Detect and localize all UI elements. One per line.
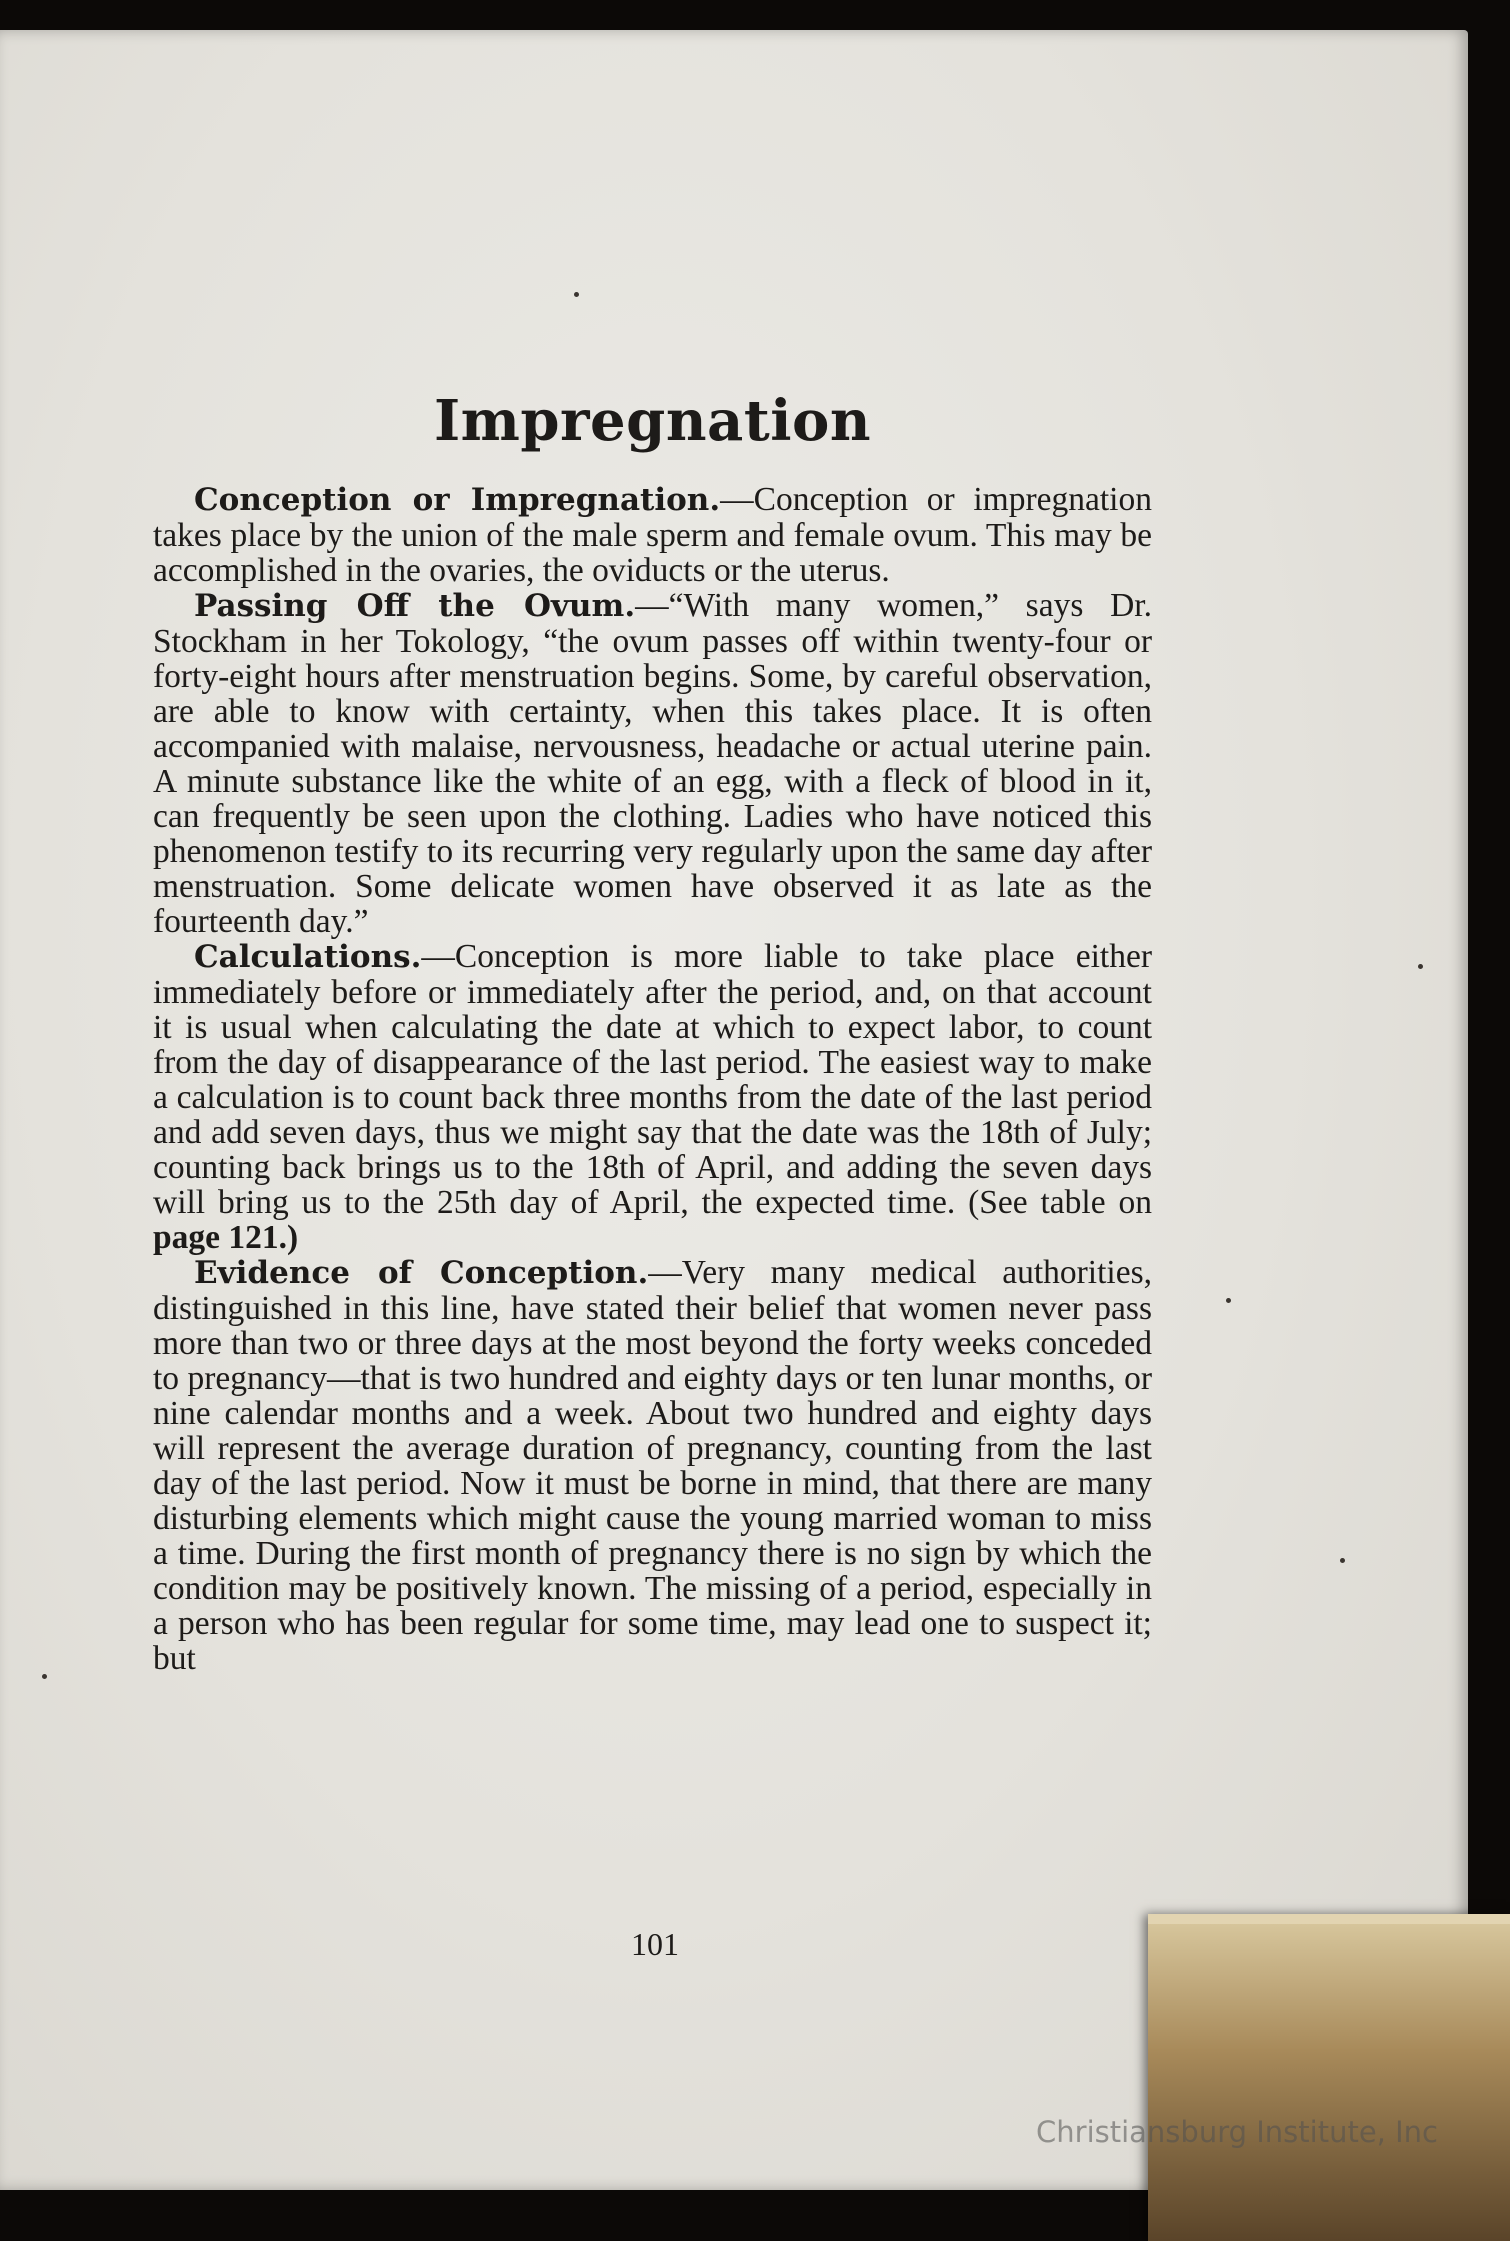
section-heading: Evidence of Conception. [194, 1255, 649, 1291]
section-heading: Calculations. [194, 939, 422, 975]
paper-speck [42, 1674, 47, 1679]
paragraph-conception [153, 482, 1152, 588]
paragraph-evidence [153, 1255, 1152, 1676]
paper-speck [1340, 1558, 1345, 1563]
page-text [153, 390, 1152, 1676]
section-heading: Conception or Impregnation. [194, 482, 721, 518]
section-body: —Conception or impregnation takes place by the union of the male sperm and female ovum. This may be accomplished in the ovaries, the oviducts or the uterus. [153, 481, 1152, 589]
watermark: Christiansburg Institute, Inc [1036, 2115, 1438, 2149]
section-body: —Conception is more liable to take place either immediately before or immediately after the period, and, on that account it is usual when calculating the date at which to expect labor, to count from the day of disappearance of the last period. The easiest way to make a calculation is to count back three months from the date of the last period and add seven days, thus we might say that the date was the 18th of July; counting back brings us to the 18th of April, and adding the seven days will bring us to the 25th day of April, the expected time. (See table on [153, 938, 1152, 1221]
paper-speck [1226, 1298, 1231, 1303]
page-reference: page 121.) [153, 1219, 299, 1256]
book-edge-prop [1148, 1914, 1510, 2241]
paragraph-passing-off-ovum [153, 588, 1152, 939]
page-number: 101 [631, 1926, 679, 1962]
section-heading: Passing Off the Ovum. [194, 588, 636, 624]
paragraph-calculations [153, 939, 1152, 1255]
paper-speck [574, 292, 579, 297]
paper-speck [1418, 964, 1423, 969]
section-body: —Very many medical authorities, distinguished in this line, have stated their belief that women never pass more than two or three days at the most beyond the forty weeks conceded to pregnancy—that is two hundred and eighty days or ten lunar months, or nine calendar months and a week. About two hundred and eighty days will represent the average duration of pregnancy, counting from the last day of the last period. Now it must be borne in mind, that there are many disturbing elements which might cause the young married woman to miss a time. During the first month of pregnancy there is no sign by which the condition may be positively known. The missing of a period, especially in a person who has been regular for some time, may lead one to suspect it; but [153, 1254, 1152, 1677]
page-title: Impregnation [433, 388, 872, 454]
section-body: —“With many women,” says Dr. Stockham in her Tokology, “the ovum passes off within twenty-four or forty-eight hours after menstruation begins. Some, by careful observation, are able to know with certainty, when this takes place. It is often accompanied with malaise, nervousness, headache or actual uterine pain. A minute substance like the white of an egg, with a fleck of blood in it, can frequently be seen upon the clothing. Ladies who have noticed this phenomenon testify to its recurring very regularly upon the same day after menstruation. Some delicate women have observed it as late as the fourteenth day.” [153, 587, 1152, 940]
